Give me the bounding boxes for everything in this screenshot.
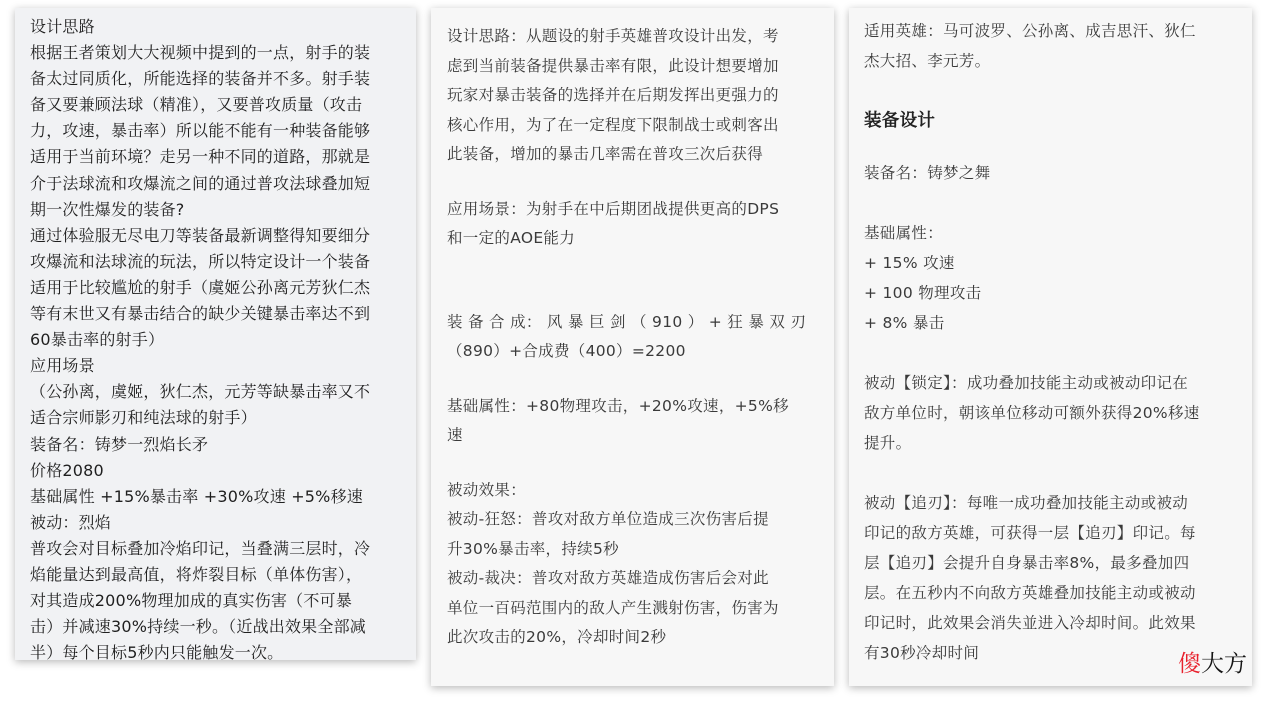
blade-passive-line: 印记的敌方英雄，可获得一层【追刃】印记。每 [864,524,1196,542]
design-text-line: 此装备，增加的暴击几率需在普攻三次后获得 [447,145,764,163]
stat-line: + 15% 攻速 [864,254,955,272]
stats-title: 基础属性： [864,224,944,242]
passive-text-line: 升30%暴击率，持续5秒 [447,539,619,558]
text-line: 期一次性爆发的装备? [30,199,185,219]
text-line: 等有末世又有暴击结合的缺少关键暴击率达不到 [30,304,371,324]
text-line: 适用于当前环境？走另一种不同的道路，那就是 [30,147,371,167]
passive-title: 被动效果： [447,480,527,499]
section-heading: 装备设计 [864,111,936,131]
text-line: 对其造成200%物理加成的真实伤害（不可暴 [30,591,352,611]
scheme-2-card [431,8,834,686]
item-name: 装备名：铸梦之舞 [864,164,991,182]
heroes-text-line: 杰大招、李元芳。 [864,52,991,70]
scheme-1-card [15,8,416,663]
text-line: 普攻会对目标叠加冷焰印记，当叠满三层时，冷 [30,538,371,558]
stat-line: + 8% 暴击 [864,314,945,332]
stats-text-line: 速 [447,426,463,444]
watermark [1178,650,1247,678]
design-text-line: 玩家对暴击装备的选择并在后期发挥出更强力的 [447,86,779,104]
scene-text-line: 和一定的AOE能力 [447,229,576,247]
text-line: 备太过同质化，所能选择的装备并不多。射手装 [30,69,371,89]
text-line: （公孙离，虞姬，狄仁杰，元芳等缺暴击率又不 [30,382,371,402]
passive-text-line: 被动-狂怒：普攻对敌方单位造成三次伤害后提 [447,510,769,528]
text-line: 击）并减速30%持续一秒。（近战出效果全部减 [30,617,366,637]
passive-text-line: 此次攻击的20%，冷却时间2秒 [447,628,667,646]
text-line: 设计思路 [30,17,95,36]
text-line: 焰能量达到最高值，将炸裂目标（单体伤害）， [30,564,363,584]
text-line: 装备名：铸梦一烈焰长矛 [30,434,209,454]
design-text-line: 设计思路：从题设的射手英雄普攻设计出发，考 [447,27,779,45]
text-line: 备又要兼顾法球（精准），又要普攻质量（攻击 [30,95,363,115]
text-line: 根据王者策划大大视频中提到的一点，射手的装 [30,43,371,63]
text-line: 被动：烈焰 [30,512,112,532]
stats-text-line: 基础属性：+80物理攻击，+20%攻速，+5%移 [447,396,789,415]
scene-text-line: 应用场景：为射手在中后期团战提供更高的DPS [447,199,780,218]
text-line: 价格2080 [30,460,104,480]
text-line: 力，攻速，暴击率）所以能不能有一种装备能够 [30,121,371,141]
text-line: 介于法球流和攻爆流之间的通过普攻法球叠加短 [30,173,371,193]
blade-passive-line: 印记时，此效果会消失並进入冷却时间。此效果 [864,614,1196,632]
recipe-text-line: 装 备 合 成： 风 暴 巨 剑 （ 910 ） + 狂 暴 双 刃 [447,312,807,331]
design-text-line: 核心作用，为了在一定程度下限制战士或刺客出 [447,115,779,134]
text-line: 基础属性 +15%暴击率 +30%攻速 +5%移速 [30,486,363,506]
text-line: 半）每个目标5秒内只能触发一次。 [30,643,284,663]
watermark-part-2: 大方 [1201,651,1247,677]
scheme-3-card [849,8,1252,686]
passive-text-line: 单位一百码范围内的敌人产生溅射伤害，伤害为 [447,598,779,617]
text-line: 60暴击率的射手） [30,330,165,350]
blade-passive-line: 被动【追刃】：每唯一成功叠加技能主动或被动 [864,494,1189,512]
design-text-line: 虑到当前装备提供暴击率有限，此设计想要增加 [447,56,779,75]
blade-passive-line: 层。在五秒内不向敌方英雄叠加技能主动或被动 [864,584,1196,602]
passive-text-line: 被动-裁决：普攻对敌方英雄造成伤害后会对此 [447,569,769,587]
watermark-part-1: 傻 [1178,651,1201,677]
blade-passive-line: 层【追刃】会提升自身暴击率8%，最多叠加四 [864,554,1190,572]
text-line: 适合宗师影刃和纯法球的射手） [30,408,257,428]
text-line: 适用于比较尴尬的射手（虞姬公孙离元芳狄仁杰 [30,277,371,297]
blade-passive-line: 有30秒冷却时间 [864,644,980,662]
text-line: 应用场景 [30,356,95,376]
lock-passive-line: 提升。 [864,434,912,452]
heroes-text-line: 适用英雄：马可波罗、公孙离、成吉思汗、狄仁 [864,22,1196,40]
recipe-text-line: （890）+合成费（400）=2200 [447,342,686,360]
lock-passive-line: 敌方单位时，朝该单位移动可额外获得20%移速 [864,404,1200,422]
stat-line: + 100 物理攻击 [864,284,982,302]
lock-passive-line: 被动【锁定】：成功叠加技能主动或被动印记在 [864,374,1189,392]
text-line: 通过体验服无尽电刀等装备最新调整得知要细分 [30,225,371,245]
text-line: 攻爆流和法球流的玩法，所以特定设计一个装备 [30,251,371,271]
